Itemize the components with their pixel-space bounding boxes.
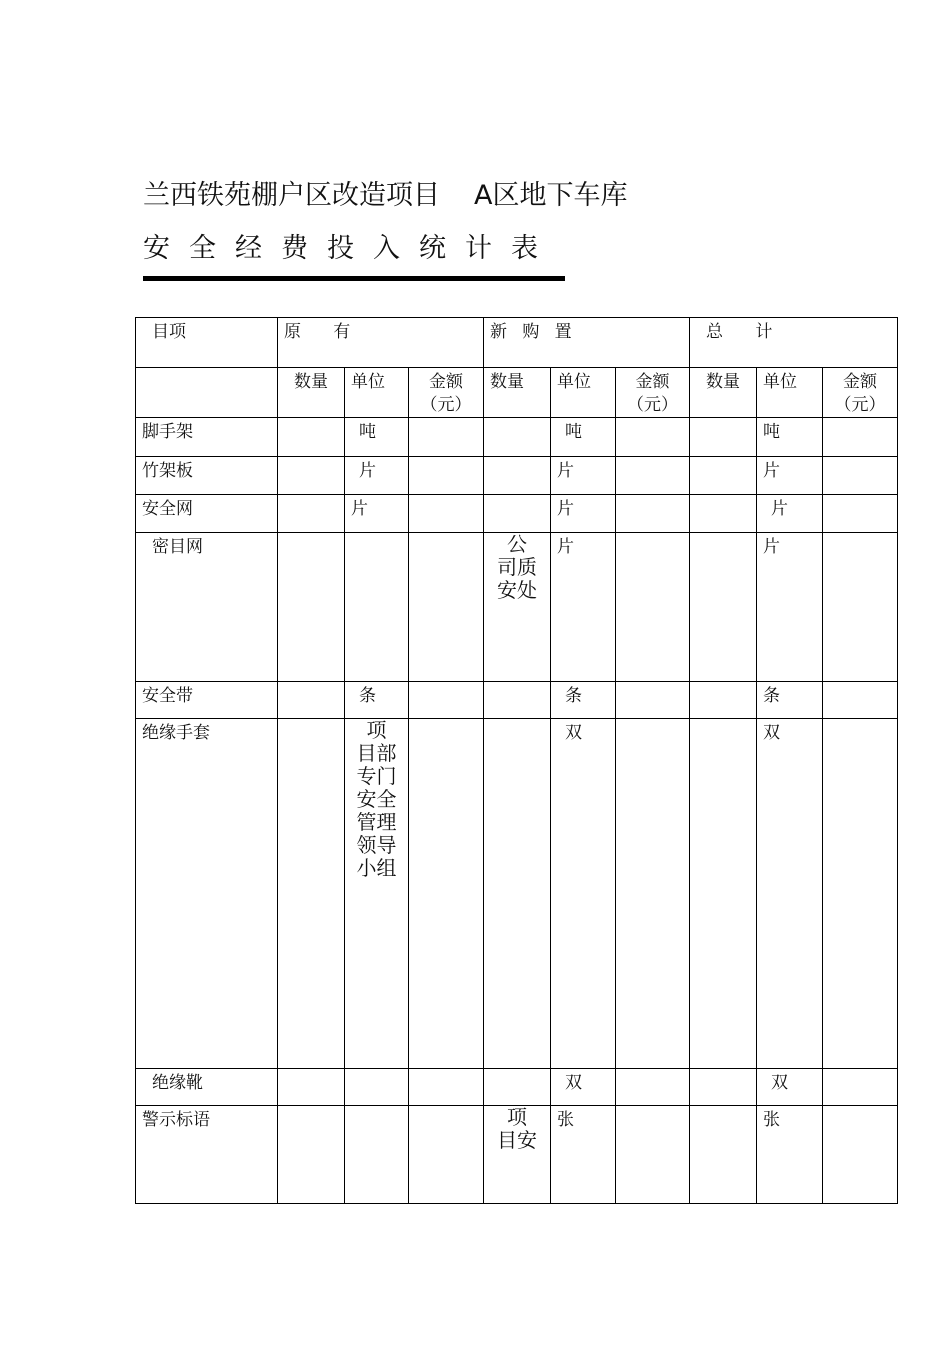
- note-line: 安全: [356, 787, 397, 811]
- header-total-char: 总: [706, 322, 724, 342]
- amount-unit-label: （元）: [834, 395, 886, 415]
- table-row: [136, 457, 898, 495]
- header-new-char: 置: [554, 322, 572, 342]
- row-unit-original: 条: [345, 682, 409, 719]
- cell-empty: [690, 1106, 757, 1204]
- cell-empty: [690, 1069, 757, 1106]
- header-original-char: 原: [284, 322, 301, 342]
- cell-empty: [409, 418, 484, 457]
- cell-empty: [409, 719, 484, 1069]
- note-project-safety: [484, 1106, 551, 1204]
- table-row: [136, 682, 898, 719]
- row-item: 绝缘手套: [136, 719, 278, 1069]
- note-line: 专门: [356, 764, 397, 788]
- cell-empty: [278, 533, 345, 682]
- note-project-safety-group: [345, 719, 409, 1069]
- row-unit-new: 双: [551, 1069, 616, 1106]
- row-item: 警示标语: [136, 1106, 278, 1204]
- cell-empty: [823, 457, 898, 495]
- subheader-quantity: 数量: [278, 368, 345, 418]
- row-unit-new: 双: [551, 719, 616, 1069]
- row-unit-total: 片: [757, 533, 823, 682]
- cell-empty: [409, 495, 484, 533]
- note-line: 领导: [356, 833, 397, 857]
- cell-empty: [823, 418, 898, 457]
- title-char: 经: [235, 233, 262, 264]
- row-item: 脚手架: [136, 418, 278, 457]
- cell-empty: [616, 1069, 690, 1106]
- row-unit-new: 吨: [551, 418, 616, 457]
- title-char: 费: [281, 233, 308, 264]
- subheader-amount: [616, 368, 690, 418]
- cell-empty: [823, 533, 898, 682]
- row-unit-new: 张: [551, 1106, 616, 1204]
- cell-empty: [409, 682, 484, 719]
- cell-empty: [616, 533, 690, 682]
- header-new-char: 购: [522, 322, 540, 342]
- note-line: 安处: [497, 578, 538, 602]
- header-original-char: 有: [333, 322, 351, 342]
- note-line: 司质: [497, 555, 538, 579]
- note-line: 目安: [497, 1128, 538, 1152]
- row-unit-total: 片: [757, 495, 823, 533]
- cell-empty: [823, 719, 898, 1069]
- note-line: 管理: [356, 810, 397, 834]
- cell-empty: [616, 682, 690, 719]
- row-unit-new: 片: [551, 457, 616, 495]
- note-line: 项: [507, 1105, 528, 1129]
- amount-label: 金额: [635, 372, 670, 392]
- amount-unit-label: （元）: [627, 395, 679, 415]
- cell-empty: [409, 533, 484, 682]
- cell-empty: [484, 418, 551, 457]
- row-unit-total: 张: [757, 1106, 823, 1204]
- row-unit-new: 片: [551, 495, 616, 533]
- cell-empty: [690, 457, 757, 495]
- row-unit-total: 双: [757, 1069, 823, 1106]
- cell-empty: [409, 457, 484, 495]
- cell-empty: [690, 418, 757, 457]
- amount-label: 金额: [429, 372, 464, 392]
- title-line-1: [143, 173, 627, 212]
- subheader-row: [136, 368, 898, 418]
- cell-empty: [690, 719, 757, 1069]
- table-row: [136, 533, 898, 682]
- note-line: 目部: [356, 741, 397, 765]
- title-char: 入: [373, 233, 400, 264]
- cell-empty: [484, 1069, 551, 1106]
- title-char: 安: [143, 233, 170, 264]
- cell-empty: [823, 682, 898, 719]
- row-unit-original: 吨: [345, 418, 409, 457]
- cell-empty: [484, 457, 551, 495]
- note-company-safety-office: [484, 533, 551, 682]
- subheader-unit: 单位: [551, 368, 616, 418]
- note-line: 项: [366, 718, 387, 742]
- table-row: [136, 495, 898, 533]
- row-unit-total: 吨: [757, 418, 823, 457]
- cell-empty: [345, 1069, 409, 1106]
- amount-label: 金额: [843, 372, 878, 392]
- row-unit-new: 条: [551, 682, 616, 719]
- header-row: [136, 318, 898, 368]
- cell-empty: [409, 1069, 484, 1106]
- title-char: 统: [419, 233, 446, 264]
- title-garage-name: A区地下车库: [474, 180, 628, 211]
- cell-empty: [823, 1106, 898, 1204]
- cell-empty: [409, 1106, 484, 1204]
- row-item: 竹架板: [136, 457, 278, 495]
- table-row: [136, 1069, 898, 1106]
- cell-empty: [278, 418, 345, 457]
- cell-empty: [616, 719, 690, 1069]
- row-unit-total: 条: [757, 682, 823, 719]
- cell-empty: [823, 495, 898, 533]
- header-new-purchase: [484, 318, 690, 368]
- cell-empty: [616, 495, 690, 533]
- note-line: 公: [507, 532, 528, 556]
- cell-empty: [690, 495, 757, 533]
- header-new-char: 新: [490, 322, 508, 342]
- cell-empty: [278, 1106, 345, 1204]
- cell-empty: [484, 495, 551, 533]
- table-row: [136, 1106, 898, 1204]
- header-item: 目项: [136, 318, 278, 368]
- title-project-name: 兰西铁苑棚户区改造项目: [143, 180, 440, 211]
- table-row: [136, 719, 898, 1069]
- cell-empty: [616, 418, 690, 457]
- subheader-quantity: 数量: [484, 368, 551, 418]
- row-unit-total: 片: [757, 457, 823, 495]
- header-total-char: 计: [755, 322, 773, 342]
- cell-empty: [345, 1106, 409, 1204]
- row-unit-original: 片: [345, 495, 409, 533]
- cell-empty: [823, 1069, 898, 1106]
- subheader-quantity: 数量: [690, 368, 757, 418]
- cell-empty: [616, 457, 690, 495]
- row-unit-new: 片: [551, 533, 616, 682]
- row-item: 绝缘靴: [136, 1069, 278, 1106]
- cell-empty: [278, 495, 345, 533]
- cell-empty: [278, 719, 345, 1069]
- subheader-empty: [136, 368, 278, 418]
- cell-empty: [278, 1069, 345, 1106]
- cell-empty: [484, 719, 551, 1069]
- subheader-unit: 单位: [345, 368, 409, 418]
- safety-funding-table: [135, 317, 898, 1204]
- title-line-2: [143, 226, 557, 265]
- cell-empty: [278, 457, 345, 495]
- subheader-unit: 单位: [757, 368, 823, 418]
- header-total: [690, 318, 898, 368]
- cell-empty: [616, 1106, 690, 1204]
- header-original: [278, 318, 484, 368]
- cell-empty: [690, 533, 757, 682]
- row-item: 安全带: [136, 682, 278, 719]
- row-item: 密目网: [136, 533, 278, 682]
- table-row: [136, 418, 898, 457]
- title-char: 计: [465, 233, 492, 264]
- cell-empty: [278, 682, 345, 719]
- subheader-amount: [409, 368, 484, 418]
- row-unit-total: 双: [757, 719, 823, 1069]
- row-item: 安全网: [136, 495, 278, 533]
- title-underline: [143, 276, 565, 281]
- title-char: 全: [189, 233, 216, 264]
- title-char: 投: [327, 233, 354, 264]
- row-unit-original: 片: [345, 457, 409, 495]
- cell-empty: [690, 682, 757, 719]
- cell-empty: [484, 682, 551, 719]
- amount-unit-label: （元）: [420, 395, 472, 415]
- cell-empty: [345, 533, 409, 682]
- title-char: 表: [511, 233, 538, 264]
- note-line: 小组: [356, 856, 397, 880]
- subheader-amount: [823, 368, 898, 418]
